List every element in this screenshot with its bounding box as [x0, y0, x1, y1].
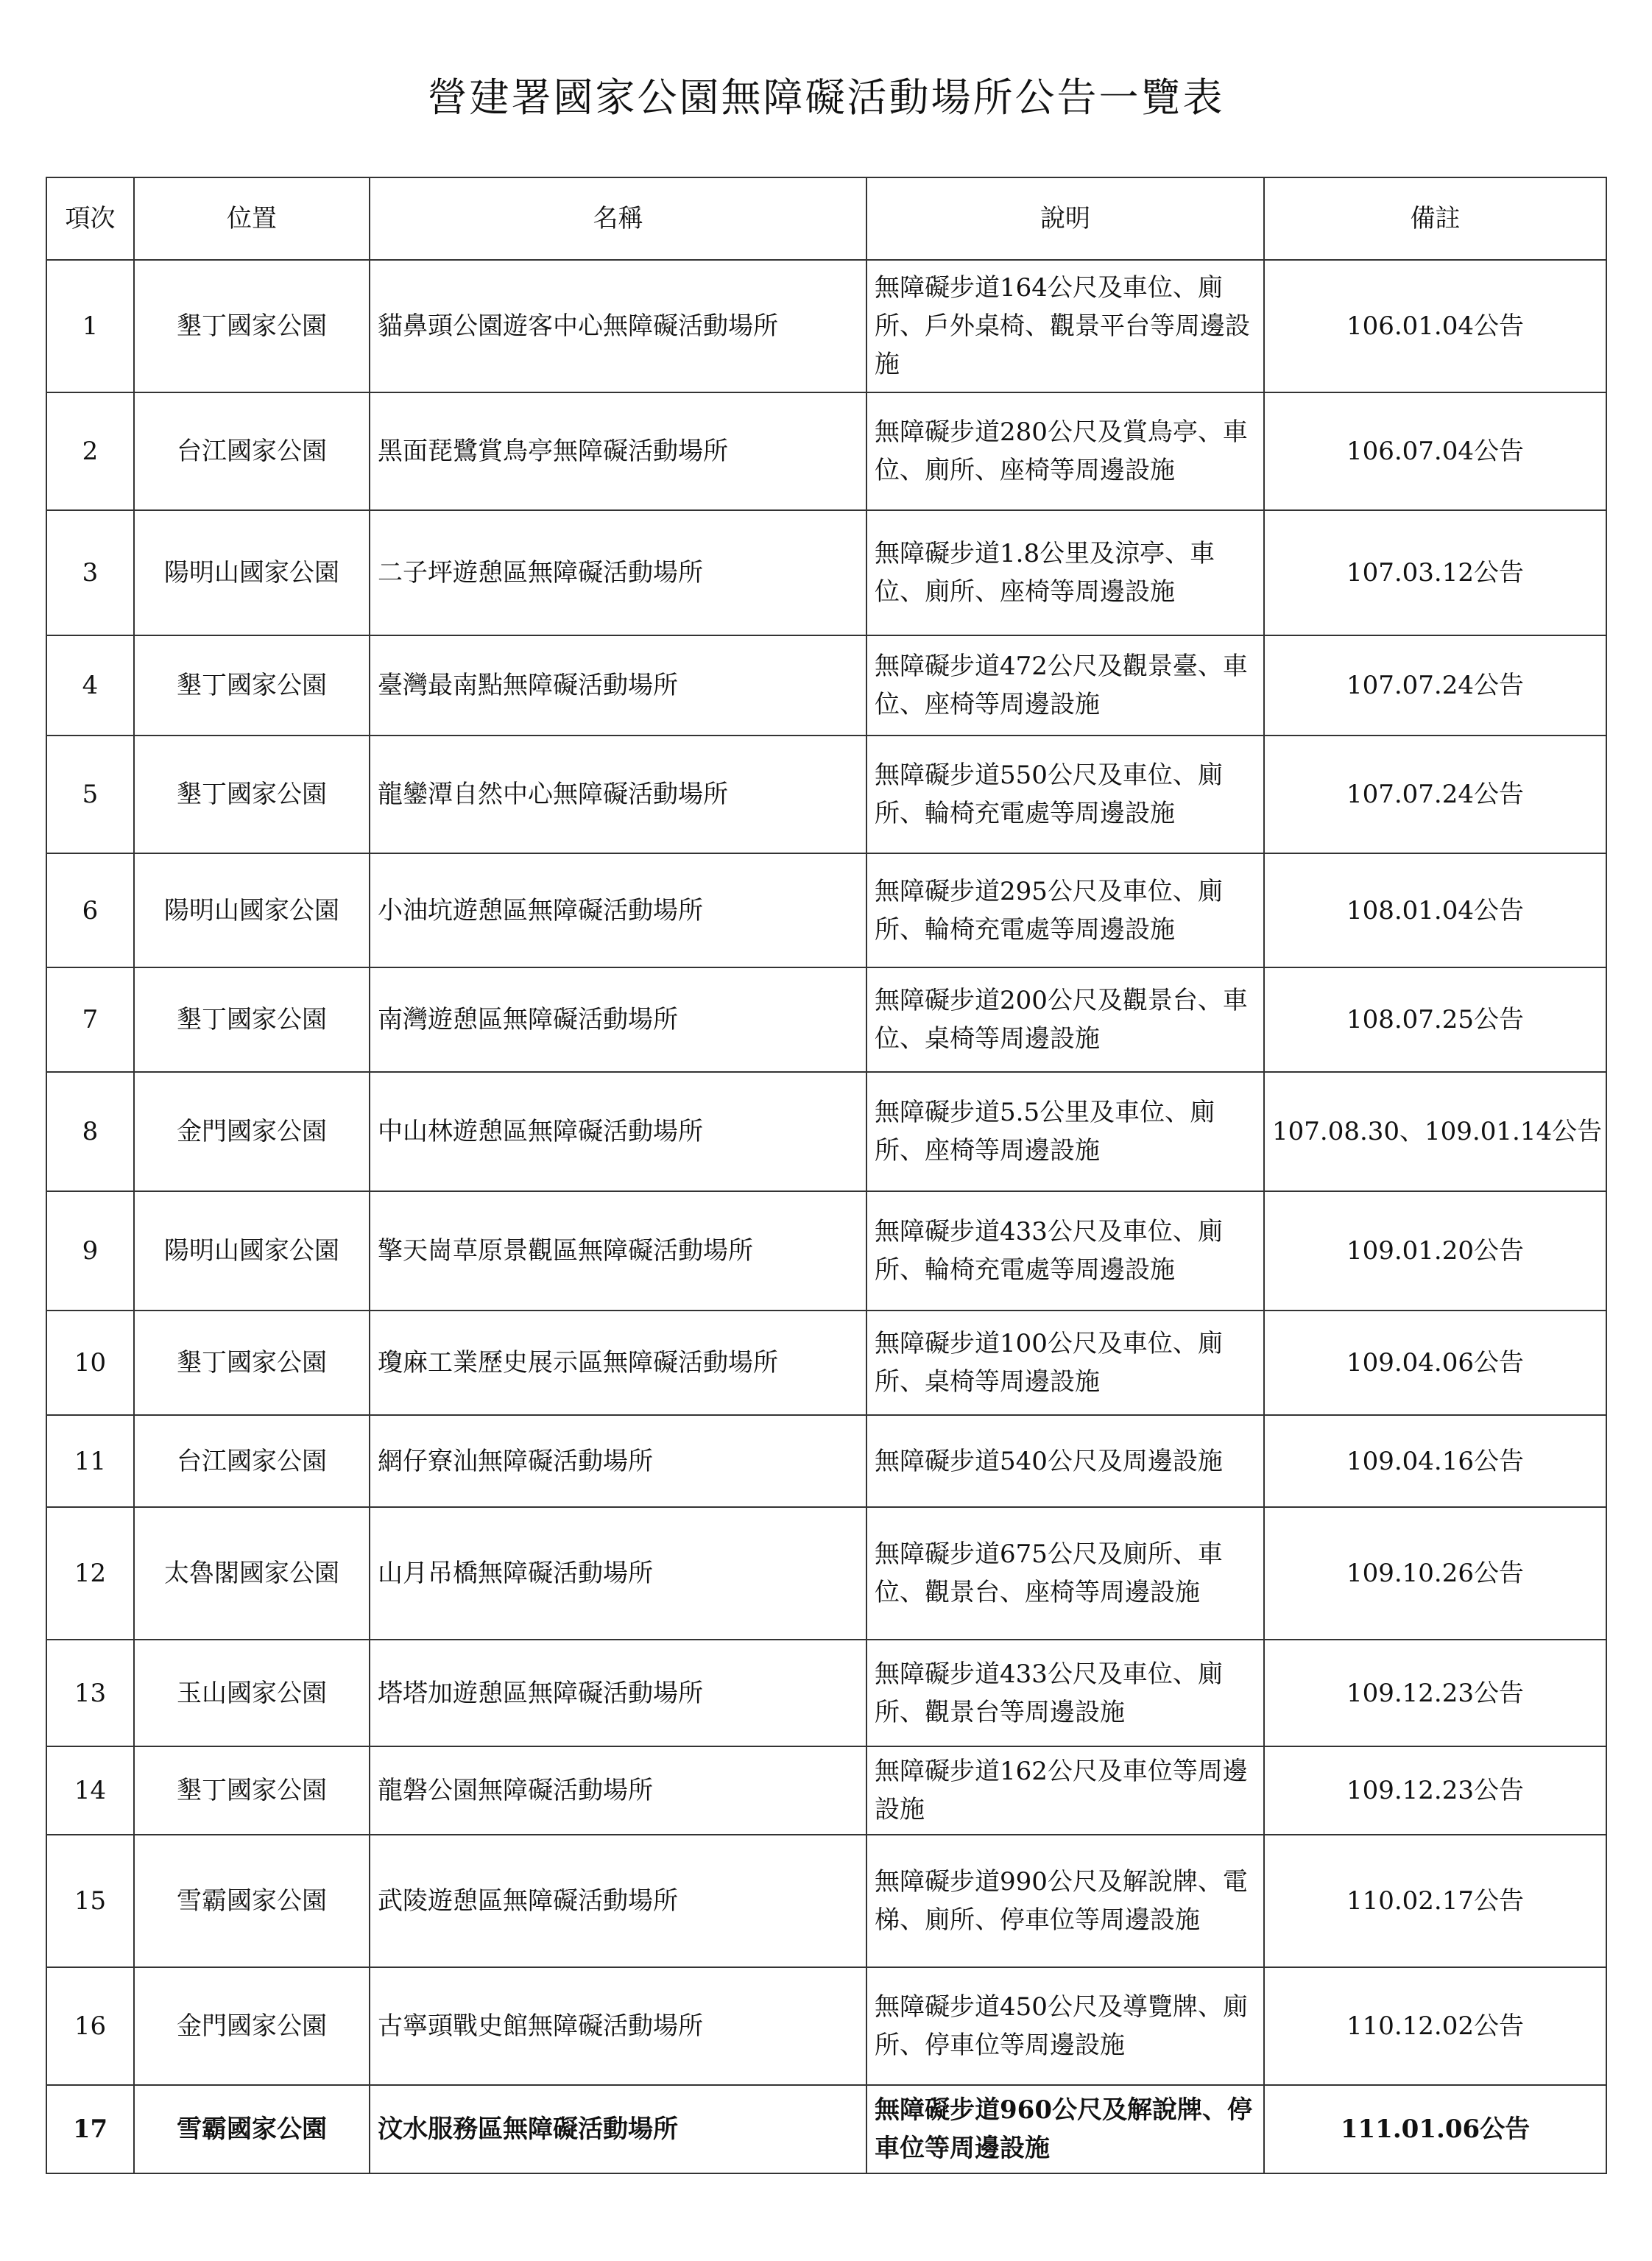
- description: 無障礙步道1.8公里及涼亭、車位、廁所、座椅等周邊設施: [866, 510, 1264, 635]
- remarks: 106.01.04公告: [1264, 260, 1606, 392]
- item-no: 15: [46, 1835, 134, 1967]
- remarks: 107.07.24公告: [1264, 736, 1606, 853]
- description: 無障礙步道433公尺及車位、廁所、輪椅充電處等周邊設施: [866, 1191, 1264, 1311]
- item-no: 16: [46, 1967, 134, 2085]
- location: 金門國家公園: [134, 1967, 370, 2085]
- site-name: 網仔寮汕無障礙活動場所: [370, 1415, 866, 1507]
- site-name: 小油坑遊憩區無障礙活動場所: [370, 853, 866, 967]
- table-row: [46, 1415, 1606, 1507]
- description: 無障礙步道450公尺及導覽牌、廁所、停車位等周邊設施: [866, 1967, 1264, 2085]
- table-row: [46, 1507, 1606, 1640]
- site-name: 汶水服務區無障礙活動場所: [370, 2085, 866, 2173]
- item-no: 14: [46, 1746, 134, 1835]
- location: 墾丁國家公園: [134, 736, 370, 853]
- remarks: 107.07.24公告: [1264, 635, 1606, 736]
- remarks: 109.01.20公告: [1264, 1191, 1606, 1311]
- location: 墾丁國家公園: [134, 635, 370, 736]
- site-name: 擎天崗草原景觀區無障礙活動場所: [370, 1191, 866, 1311]
- description: 無障礙步道675公尺及廁所、車位、觀景台、座椅等周邊設施: [866, 1507, 1264, 1640]
- table-row: [46, 392, 1606, 510]
- description: 無障礙步道295公尺及車位、廁所、輪椅充電處等周邊設施: [866, 853, 1264, 967]
- item-no: 1: [46, 260, 134, 392]
- description: 無障礙步道280公尺及賞鳥亭、車位、廁所、座椅等周邊設施: [866, 392, 1264, 510]
- item-no: 11: [46, 1415, 134, 1507]
- site-name: 古寧頭戰史館無障礙活動場所: [370, 1967, 866, 2085]
- remarks: 110.12.02公告: [1264, 1967, 1606, 2085]
- remarks: 109.04.16公告: [1264, 1415, 1606, 1507]
- description: 無障礙步道162公尺及車位等周邊設施: [866, 1746, 1264, 1835]
- item-no: 3: [46, 510, 134, 635]
- remarks: 109.10.26公告: [1264, 1507, 1606, 1640]
- table-row: [46, 967, 1606, 1072]
- site-name: 武陵遊憩區無障礙活動場所: [370, 1835, 866, 1967]
- table-row-highlighted: [46, 2085, 1606, 2173]
- table-row: [46, 1967, 1606, 2085]
- location: 墾丁國家公園: [134, 1311, 370, 1415]
- site-name: 臺灣最南點無障礙活動場所: [370, 635, 866, 736]
- site-name: 山月吊橋無障礙活動場所: [370, 1507, 866, 1640]
- site-name: 塔塔加遊憩區無障礙活動場所: [370, 1640, 866, 1746]
- description: 無障礙步道433公尺及車位、廁所、觀景台等周邊設施: [866, 1640, 1264, 1746]
- remarks: 111.01.06公告: [1264, 2085, 1606, 2173]
- description: 無障礙步道960公尺及解說牌、停車位等周邊設施: [866, 2085, 1264, 2173]
- table-row: [46, 1311, 1606, 1415]
- site-name: 龍磐公園無障礙活動場所: [370, 1746, 866, 1835]
- table-row: [46, 1746, 1606, 1835]
- item-no: 4: [46, 635, 134, 736]
- description: 無障礙步道540公尺及周邊設施: [866, 1415, 1264, 1507]
- header-remarks: 備註: [1264, 177, 1606, 260]
- table-row: [46, 510, 1606, 635]
- site-name: 貓鼻頭公園遊客中心無障礙活動場所: [370, 260, 866, 392]
- table-row: [46, 1191, 1606, 1311]
- location: 台江國家公園: [134, 1415, 370, 1507]
- location: 金門國家公園: [134, 1072, 370, 1191]
- description: 無障礙步道550公尺及車位、廁所、輪椅充電處等周邊設施: [866, 736, 1264, 853]
- item-no: 2: [46, 392, 134, 510]
- location: 雪霸國家公園: [134, 2085, 370, 2173]
- location: 陽明山國家公園: [134, 853, 370, 967]
- location: 玉山國家公園: [134, 1640, 370, 1746]
- item-no: 10: [46, 1311, 134, 1415]
- description: 無障礙步道200公尺及觀景台、車位、桌椅等周邊設施: [866, 967, 1264, 1072]
- table-row: [46, 853, 1606, 967]
- site-name: 龍鑾潭自然中心無障礙活動場所: [370, 736, 866, 853]
- header-row: [46, 177, 1606, 260]
- location: 墾丁國家公園: [134, 967, 370, 1072]
- header-name: 名稱: [370, 177, 866, 260]
- location: 雪霸國家公園: [134, 1835, 370, 1967]
- remarks: 107.03.12公告: [1264, 510, 1606, 635]
- remarks: 106.07.04公告: [1264, 392, 1606, 510]
- table-row: [46, 1072, 1606, 1191]
- remarks: 109.12.23公告: [1264, 1640, 1606, 1746]
- location: 墾丁國家公園: [134, 1746, 370, 1835]
- site-name: 二子坪遊憩區無障礙活動場所: [370, 510, 866, 635]
- site-name: 黑面琵鷺賞鳥亭無障礙活動場所: [370, 392, 866, 510]
- table-row: [46, 1640, 1606, 1746]
- table-row: [46, 260, 1606, 392]
- item-no: 5: [46, 736, 134, 853]
- item-no: 17: [46, 2085, 134, 2173]
- location: 陽明山國家公園: [134, 510, 370, 635]
- location: 台江國家公園: [134, 392, 370, 510]
- description: 無障礙步道5.5公里及車位、廁所、座椅等周邊設施: [866, 1072, 1264, 1191]
- remarks: 107.08.30、109.01.14公告: [1264, 1072, 1606, 1191]
- announcement-table: [46, 177, 1607, 2174]
- header-location: 位置: [134, 177, 370, 260]
- site-name: 南灣遊憩區無障礙活動場所: [370, 967, 866, 1072]
- remarks: 110.02.17公告: [1264, 1835, 1606, 1967]
- item-no: 12: [46, 1507, 134, 1640]
- location: 陽明山國家公園: [134, 1191, 370, 1311]
- item-no: 6: [46, 853, 134, 967]
- page-title: 營建署國家公園無障礙活動場所公告一覽表: [427, 74, 1225, 121]
- site-name: 中山林遊憩區無障礙活動場所: [370, 1072, 866, 1191]
- location: 太魯閣國家公園: [134, 1507, 370, 1640]
- location: 墾丁國家公園: [134, 260, 370, 392]
- item-no: 9: [46, 1191, 134, 1311]
- description: 無障礙步道472公尺及觀景臺、車位、座椅等周邊設施: [866, 635, 1264, 736]
- description: 無障礙步道100公尺及車位、廁所、桌椅等周邊設施: [866, 1311, 1264, 1415]
- header-item-no: 項次: [46, 177, 134, 260]
- item-no: 8: [46, 1072, 134, 1191]
- table-row: [46, 1835, 1606, 1967]
- remarks: 109.04.06公告: [1264, 1311, 1606, 1415]
- table-row: [46, 736, 1606, 853]
- description: 無障礙步道990公尺及解說牌、電梯、廁所、停車位等周邊設施: [866, 1835, 1264, 1967]
- item-no: 13: [46, 1640, 134, 1746]
- table-row: [46, 635, 1606, 736]
- item-no: 7: [46, 967, 134, 1072]
- description: 無障礙步道164公尺及車位、廁所、戶外桌椅、觀景平台等周邊設施: [866, 260, 1264, 392]
- remarks: 108.07.25公告: [1264, 967, 1606, 1072]
- site-name: 瓊麻工業歷史展示區無障礙活動場所: [370, 1311, 866, 1415]
- header-description: 說明: [866, 177, 1264, 260]
- remarks: 108.01.04公告: [1264, 853, 1606, 967]
- remarks: 109.12.23公告: [1264, 1746, 1606, 1835]
